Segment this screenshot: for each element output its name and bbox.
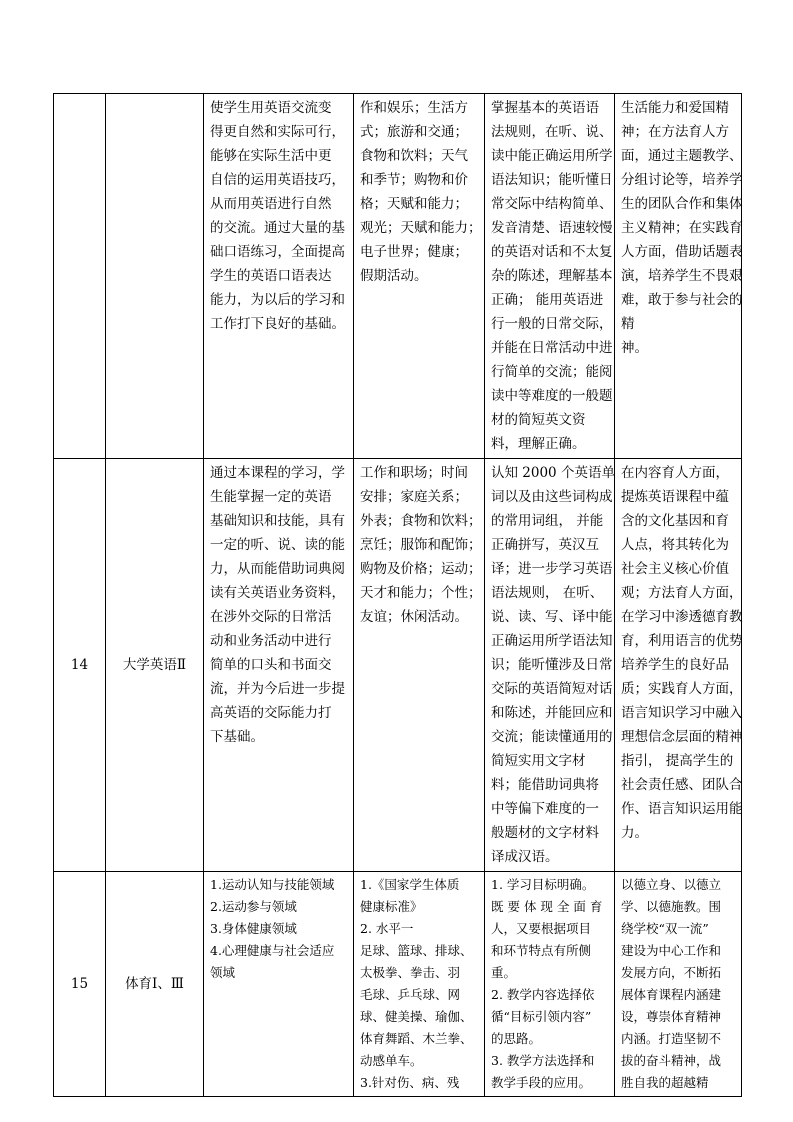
cell-text-line: 的交流。通过大量的基 <box>210 220 345 236</box>
cell-text-line: 正确； 能用英语进 <box>491 292 604 308</box>
cell-text-line: 料，理解正确。 <box>491 436 586 452</box>
cell-text-line: 自信的运用英语技巧， <box>210 172 345 188</box>
course-number-cell: 15 <box>54 872 106 1097</box>
cell-text-line: 球、健美操、瑜伽、 <box>360 1009 473 1024</box>
cell-text-line: 建设为中心工作和 <box>621 943 722 958</box>
cell-text-line: 法规则，在听、说、 <box>491 124 613 140</box>
cell-text-line: 观光；天赋和能力； <box>360 220 482 236</box>
cell-text-line: 语法知识；能听懂日 <box>491 172 613 188</box>
cell-text-line: 体育舞蹈、木兰拳、 <box>360 1031 473 1046</box>
cell-text-line: 生能掌握一定的英语 <box>210 489 332 505</box>
cell-text-line: 的常用词组， 并能 <box>491 513 604 529</box>
cell-text-line: 3.针对伤、病、残 <box>360 1075 460 1090</box>
cell-text-line: 料；能借助词典将 <box>491 777 599 793</box>
cell-text-line: 作、语言知识运用能 <box>621 801 743 817</box>
cell-text-line: 主义精神；在实践育 <box>621 220 743 236</box>
cell-text-line: 社会主义核心价值 <box>621 561 729 577</box>
course-content-cell <box>354 94 485 459</box>
cell-text-line: 友谊；休闲活动。 <box>360 609 468 625</box>
table-body <box>54 94 742 1097</box>
course-content-cell <box>354 872 485 1097</box>
cell-text-line: 的思路。 <box>491 1031 542 1046</box>
cell-text-line: 和陈述，并能回应和 <box>491 705 613 721</box>
cell-text-line: 拔的奋斗精神，战 <box>621 1053 722 1068</box>
cell-text-line: 质；实践育人方面， <box>621 681 743 697</box>
cell-text-line: 和季节；购物和价 <box>360 172 468 188</box>
cell-text-line: 作和娱乐；生活方 <box>360 100 468 116</box>
cell-text-line: 础口语练习，全面提高 <box>210 244 345 260</box>
cell-text-line: 交际的英语简短对话 <box>491 681 613 697</box>
course-ideology-cell <box>615 459 742 872</box>
cell-text-line: 动感单车。 <box>360 1053 423 1068</box>
course-ideology-cell <box>615 94 742 459</box>
cell-text-line: 展体育课程内涵建 <box>621 987 722 1002</box>
course-requirement-cell <box>485 872 615 1097</box>
cell-text-line: 中等偏下难度的一 <box>491 801 599 817</box>
cell-text-line: 以德立身、以德立 <box>621 877 722 892</box>
cell-text-line: 设，尊崇体育精神 <box>621 1009 722 1024</box>
cell-text-line: 般题材的文字材料 <box>491 825 599 841</box>
cell-text-line: 培养学生的良好品 <box>621 657 729 673</box>
cell-text-line: 语言知识学习中融入 <box>621 705 743 721</box>
cell-text-line: 使学生用英语交流变 <box>210 100 332 116</box>
cell-text-line: 人，又要根据项目 <box>491 921 592 936</box>
cell-text-line: 1.运动认知与技能领域 <box>210 877 335 892</box>
cell-text-line: 太极拳、拳击、羽 <box>360 965 461 980</box>
cell-text-line: 在学习中渗透德育教 <box>621 609 743 625</box>
cell-text-line: 在涉外交际的日常活 <box>210 609 332 625</box>
cell-text-line: 1.《国家学生体质 <box>360 877 460 892</box>
cell-text-line: 力，从而能借助词典阅 <box>210 561 345 577</box>
course-ideology-cell <box>615 872 742 1097</box>
cell-text-line: 生活能力和爱国精 <box>621 100 729 116</box>
cell-text-line: 词以及由这些词构成 <box>491 489 613 505</box>
cell-text-line: 的英语对话和不太复 <box>491 244 613 260</box>
cell-text-line: 基础知识和技能，具有 <box>210 513 345 529</box>
cell-text-line: 1. 学习目标明确。 <box>491 877 595 892</box>
cell-text-line: 简单的口头和书面交 <box>210 657 332 673</box>
cell-text-line: 3. 教学方法选择和 <box>491 1053 595 1068</box>
cell-text-line: 提炼英语课程中蕴 <box>621 489 729 505</box>
cell-text-line: 2.运动参与领域 <box>210 899 297 914</box>
cell-text-line: 译；进一步学习英语 <box>491 561 613 577</box>
cell-text-line: 重。 <box>491 965 517 980</box>
cell-text-line: 学、以德施教。围 <box>621 899 722 914</box>
cell-text-line: 指引， 提高学生的 <box>621 753 734 769</box>
cell-text-line: 生的团队合作和集体 <box>621 196 743 212</box>
course-name-cell: 体育Ⅰ、Ⅲ <box>106 872 204 1097</box>
cell-text-line: 译成汉语。 <box>491 849 559 865</box>
cell-text-line: 足球、篮球、排球、 <box>360 943 473 958</box>
cell-text-line: 杂的陈述，理解基本 <box>491 268 613 284</box>
cell-text-line: 行一般的日常交际， <box>491 316 613 332</box>
cell-text-line: 分组讨论等，培养学 <box>621 172 743 188</box>
cell-text-line: 通过本课程的学习，学 <box>210 465 345 481</box>
cell-text-line: 说、读、写、译中能 <box>491 609 613 625</box>
cell-text-line: 演，培养学生不畏艰 <box>621 268 743 284</box>
cell-text-line: 和环节特点有所侧 <box>491 943 592 958</box>
cell-text-line: 2. 水平一 <box>360 921 414 936</box>
cell-text-line: 学生的英语口语表达 <box>210 268 332 284</box>
cell-text-line: 下基础。 <box>210 729 264 745</box>
cell-text-line: 材的简短英文资 <box>491 412 586 428</box>
cell-text-line: 毛球、乒乓球、网 <box>360 987 461 1002</box>
cell-text-line: 假期活动。 <box>360 268 428 284</box>
table-row <box>54 459 742 872</box>
cell-text-line: 读有关英语业务资料， <box>210 585 345 601</box>
course-number-cell: 14 <box>54 459 106 872</box>
cell-text-line: 内涵。打造坚韧不 <box>621 1031 722 1046</box>
cell-text-line: 难，敢于参与社会的 <box>621 292 743 308</box>
cell-text-line: 理想信念层面的精神 <box>621 729 743 745</box>
cell-text-line: 得更自然和实际可行， <box>210 124 345 140</box>
table-row <box>54 872 742 1097</box>
cell-text-line: 正确运用所学语法知 <box>491 633 613 649</box>
cell-text-line: 烹饪；服饰和配饰； <box>360 537 482 553</box>
cell-text-line: 安排；家庭关系； <box>360 489 468 505</box>
cell-text-line: 简短实用文字材 <box>491 753 586 769</box>
cell-text-line: 从而用英语进行自然 <box>210 196 332 212</box>
cell-text-line: 读中等难度的一般题 <box>491 388 613 404</box>
course-objective-cell <box>204 872 354 1097</box>
cell-text-line: 交流；能读懂通用的 <box>491 729 613 745</box>
cell-text-line: 既 要 体 现 全 面 育 <box>491 899 603 914</box>
cell-text-line: 流，并为今后进一步提 <box>210 681 345 697</box>
cell-text-line: 神。 <box>621 340 648 356</box>
cell-text-line: 读中能正确运用所学 <box>491 148 613 164</box>
course-number-cell <box>54 94 106 459</box>
course-objective-cell <box>204 94 354 459</box>
cell-text-line: 社会责任感、团队合 <box>621 777 743 793</box>
curriculum-table <box>53 93 742 1097</box>
table-row <box>54 94 742 459</box>
course-requirement-cell <box>485 459 615 872</box>
cell-text-line: 3.身体健康领域 <box>210 921 297 936</box>
course-name-cell: 大学英语Ⅱ <box>106 459 204 872</box>
cell-text-line: 2. 教学内容选择依 <box>491 987 595 1002</box>
cell-text-line: 4.心理健康与社会适应 <box>210 943 335 958</box>
cell-text-line: 外表；食物和饮料； <box>360 513 482 529</box>
cell-text-line: 认知 2000 个英语单 <box>491 465 615 481</box>
cell-text-line: 育，利用语言的优势 <box>621 633 743 649</box>
cell-text-line: 能够在实际生活中更 <box>210 148 332 164</box>
cell-text-line: 购物及价格；运动； <box>360 561 482 577</box>
cell-text-line: 力。 <box>621 825 648 841</box>
cell-text-line: 电子世界；健康； <box>360 244 468 260</box>
course-name-cell <box>106 94 204 459</box>
cell-text-line: 教学手段的应用。 <box>491 1075 592 1090</box>
cell-text-line: 常交际中结构简单、 <box>491 196 613 212</box>
cell-text-line: 一定的听、说、读的能 <box>210 537 345 553</box>
cell-text-line: 人点，将其转化为 <box>621 537 729 553</box>
cell-text-line: 识；能听懂涉及日常 <box>491 657 613 673</box>
cell-text-line: 循“目标引领内容” <box>491 1009 592 1024</box>
cell-text-line: 发音清楚、语速较慢 <box>491 220 613 236</box>
cell-text-line: 人方面，借助话题表 <box>621 244 743 260</box>
course-content-cell <box>354 459 485 872</box>
cell-text-line: 精 <box>621 316 635 332</box>
cell-text-line: 领域 <box>210 965 236 980</box>
cell-text-line: 发展方向，不断拓 <box>621 965 722 980</box>
cell-text-line: 语法规则， 在听、 <box>491 585 604 601</box>
cell-text-line: 绕学校“双一流” <box>621 921 709 936</box>
cell-text-line: 正确拼写，英汉互 <box>491 537 599 553</box>
cell-text-line: 工作打下良好的基础。 <box>210 316 345 332</box>
cell-text-line: 行简单的交流；能阅 <box>491 364 613 380</box>
cell-text-line: 工作和职场；时间 <box>360 465 468 481</box>
cell-text-line: 在内容育人方面， <box>621 465 729 481</box>
cell-text-line: 含的文化基因和育 <box>621 513 729 529</box>
course-requirement-cell <box>485 94 615 459</box>
cell-text-line: 高英语的交际能力打 <box>210 705 332 721</box>
cell-text-line: 神；在方法育人方 <box>621 124 729 140</box>
cell-text-line: 式；旅游和交通； <box>360 124 468 140</box>
cell-text-line: 掌握基本的英语语 <box>491 100 599 116</box>
cell-text-line: 食物和饮料；天气 <box>360 148 468 164</box>
course-objective-cell <box>204 459 354 872</box>
cell-text-line: 动和业务活动中进行 <box>210 633 332 649</box>
cell-text-line: 健康标准》 <box>360 899 423 914</box>
cell-text-line: 胜自我的超越精 <box>621 1075 709 1090</box>
cell-text-line: 格；天赋和能力； <box>360 196 468 212</box>
cell-text-line: 天才和能力；个性； <box>360 585 482 601</box>
cell-text-line: 能力，为以后的学习和 <box>210 292 345 308</box>
cell-text-line: 并能在日常活动中进 <box>491 340 613 356</box>
cell-text-line: 观；方法育人方面， <box>621 585 743 601</box>
cell-text-line: 面，通过主题教学、 <box>621 148 743 164</box>
